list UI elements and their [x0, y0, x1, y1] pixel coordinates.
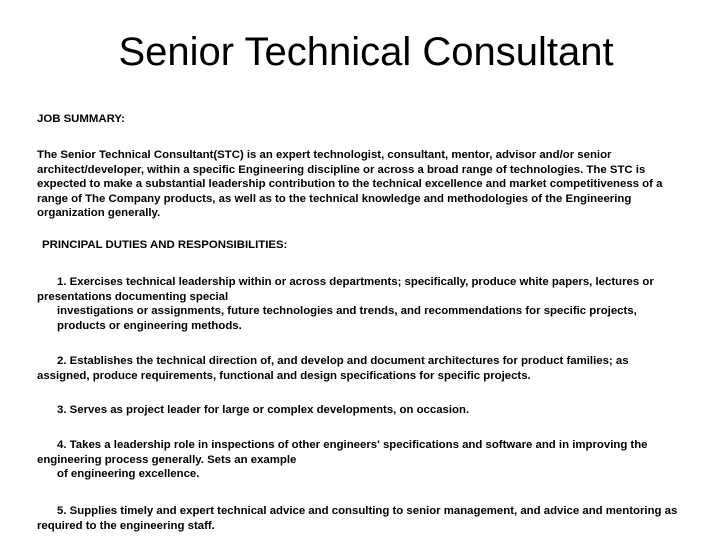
duty-item-4-continuation: of engineering excellence.: [57, 468, 200, 480]
duties-heading: PRINCIPAL DUTIES AND RESPONSIBILITIES:: [42, 239, 288, 251]
duty-item-1-continuation: [57, 304, 677, 333]
duty-item-2: 2. Establishes the technical direction of, and develop and document architectures for product families; as assigned, produce requirements, functional and design specifications for specific projects.: [37, 355, 629, 382]
duty-item-3: 3. Serves as project leader for large or complex developments, on occasion.: [57, 404, 470, 416]
duty-item-1-cont-text: investigations or assignments, future technologies and trends, and recommendations for specific projects, products or engineering methods.: [57, 305, 637, 332]
job-summary-paragraph: The Senior Technical Consultant(STC) is an expert technologist, consultant, mentor, advisor and/or senior architect/developer, within a specific Engineering discipline or across a broad range of technologies. The STC is expected to make a substantial leadership contribution to the technical excellence and market competitiveness of a range of The Company products, as well as to the technical knowledge and methodologies of the Engineering organization generally.: [37, 149, 663, 219]
slide-title: Senior Technical Consultant: [118, 30, 614, 74]
duty-item-5: 5. Supplies timely and expert technical advice and consulting to senior management, and advice and mentoring as required to the engineering staff.: [37, 505, 678, 532]
duty-item-4: 4. Takes a leadership role in inspections of other engineers' specifications and software and in improving the engineering process generally. Sets an example: [37, 439, 648, 466]
duty-item-1: 1. Exercises technical leadership within or across departments; specifically, produce white papers, lectures or presentations documenting special: [37, 276, 654, 303]
job-summary-heading: JOB SUMMARY:: [37, 113, 125, 125]
